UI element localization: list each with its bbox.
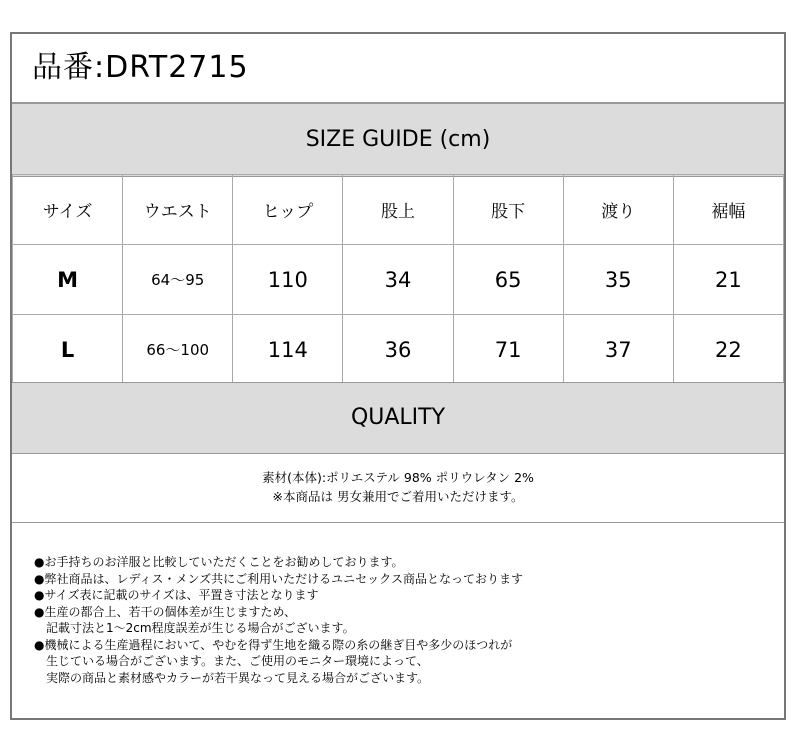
cell-rise: 36	[343, 315, 453, 385]
header-hem-width: 裾幅	[673, 175, 783, 245]
note-line: ●お手持ちのお洋服と比較していただくことをお勧めしております。	[34, 555, 404, 569]
cell-rise: 34	[343, 245, 453, 315]
table-header-row	[13, 175, 784, 245]
note-line: 生じている場合がございます。また、ご使用のモニター環境によって、	[34, 654, 429, 668]
cell-inseam: 65	[453, 245, 563, 315]
material-composition: 素材(本体):ポリエステル 98% ポリウレタン 2%	[262, 470, 534, 485]
header-inseam: 股下	[453, 175, 563, 245]
header-thigh: 渡り	[563, 175, 673, 245]
table-row	[13, 315, 784, 385]
notes-list	[34, 554, 523, 686]
size-table	[12, 174, 784, 385]
cell-hip: 114	[233, 315, 343, 385]
cell-thigh: 35	[563, 245, 673, 315]
header-waist: ウエスト	[123, 175, 233, 245]
cell-hem-width: 22	[673, 315, 783, 385]
quality-title: QUALITY	[12, 382, 784, 454]
note-line: ●生産の都合上、若干の個体差が生じますため、	[34, 604, 296, 619]
header-hip: ヒップ	[233, 175, 343, 245]
cell-waist: 64〜95	[123, 245, 233, 315]
note-line: ●機械による生産過程において、やむを得ず生地を織る際の糸の継ぎ目や多少のほつれが	[34, 637, 513, 652]
product-code: 品番:DRT2715	[32, 50, 249, 85]
cell-size: L	[13, 315, 123, 385]
header-rise: 股上	[343, 175, 453, 245]
cell-inseam: 71	[453, 315, 563, 385]
size-guide-frame	[10, 32, 786, 720]
note-line: 実際の商品と素材感やカラーが若干異なって見える場合がございます。	[34, 670, 430, 685]
note-line: ●弊社商品は、レディス・メンズ共にご利用いただけるユニセックス商品となっております	[34, 571, 524, 586]
cell-hem-width: 21	[673, 245, 783, 315]
table-row	[13, 245, 784, 315]
cell-size: M	[13, 245, 123, 315]
cell-hip: 110	[233, 245, 343, 315]
material-info	[12, 452, 784, 523]
note-line: 記載寸法と1〜2cm程度誤差が生じる場合がございます。	[34, 621, 355, 635]
cell-waist: 66〜100	[123, 315, 233, 385]
header-size: サイズ	[13, 175, 123, 245]
cell-thigh: 37	[563, 315, 673, 385]
unisex-note: ※本商品は 男女兼用でご着用いただけます。	[272, 489, 524, 504]
note-line: ●サイズ表に記載のサイズは、平置き寸法となります	[34, 588, 319, 602]
size-guide-title: SIZE GUIDE (cm)	[12, 102, 784, 177]
